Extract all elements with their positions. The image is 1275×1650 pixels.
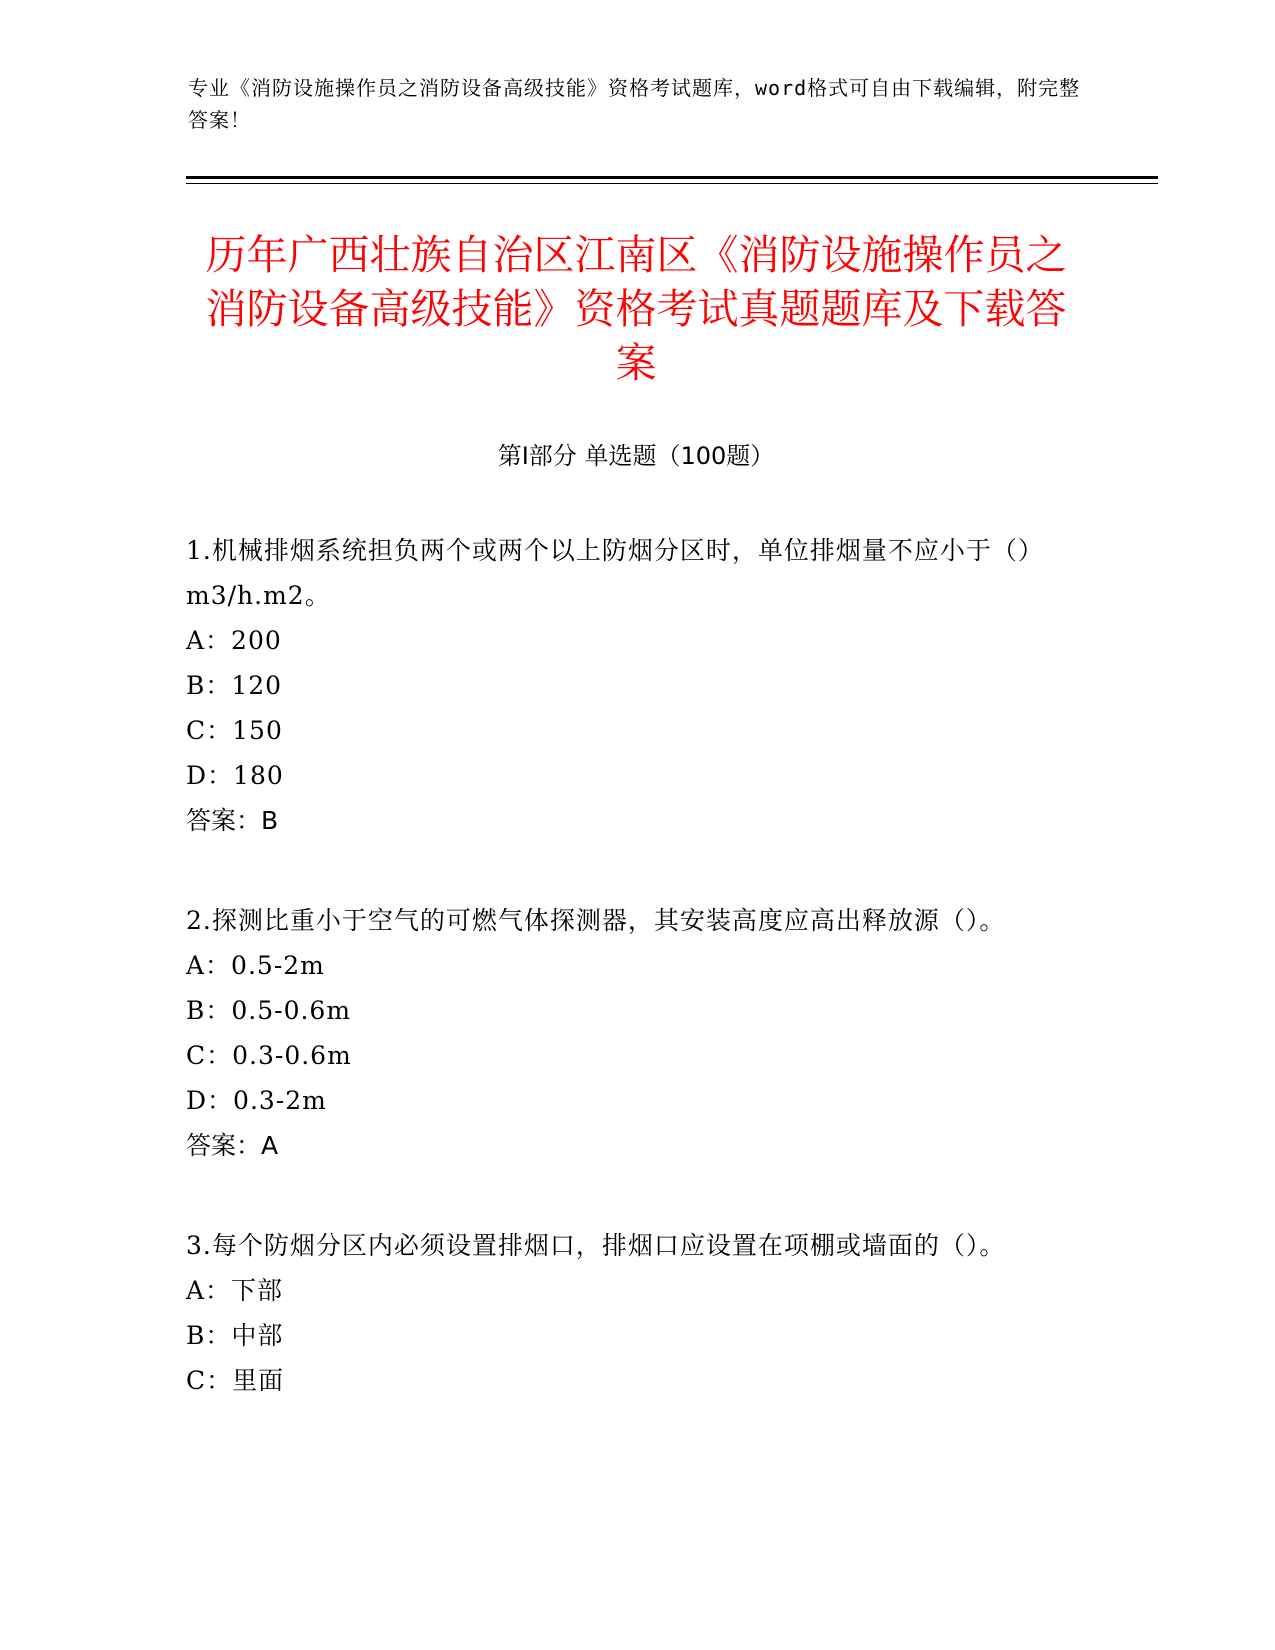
option-b: B：中部 (186, 1321, 284, 1350)
option-a: A：200 (186, 626, 282, 655)
header-divider-thin (186, 183, 1158, 184)
question-stem: 2.探测比重小于空气的可燃气体探测器，其安装高度应高出释放源（）。 (186, 906, 1006, 935)
question-stem: 3.每个防烟分区内必须设置排烟口，排烟口应设置在项棚或墙面的（）。 (186, 1231, 1006, 1260)
option-a: A：0.5-2m (186, 951, 325, 980)
option-a: A：下部 (186, 1276, 284, 1305)
option-c: C：0.3-0.6m (186, 1041, 352, 1070)
question-2 (186, 898, 1066, 1168)
question-stem: 1.机械排烟系统担负两个或两个以上防烟分区时，单位排烟量不应小于（）m3/h.m2。 (186, 536, 1044, 610)
option-b: B：120 (186, 671, 283, 700)
option-c: C：150 (186, 716, 283, 745)
answer-line: 答案：B (186, 806, 279, 835)
question-3 (186, 1223, 1066, 1403)
option-c: C：里面 (186, 1366, 285, 1395)
option-d: D：180 (186, 761, 284, 790)
document-title: 历年广西壮族自治区江南区《消防设施操作员之消防设备高级技能》资格考试真题题库及下载答案 (205, 231, 1067, 387)
option-d: D：0.3-2m (186, 1086, 327, 1115)
question-list (186, 528, 1066, 1458)
option-b: B：0.5-0.6m (186, 996, 352, 1025)
section-heading: 第Ⅰ部分 单选题（100题） (497, 442, 775, 470)
header-divider-thick (186, 176, 1158, 179)
question-1 (186, 528, 1066, 843)
header-note: 专业《消防设施操作员之消防设备高级技能》资格考试题库，word格式可自由下载编辑，附完整答案！ (188, 76, 1081, 132)
answer-line: 答案：A (186, 1131, 279, 1160)
